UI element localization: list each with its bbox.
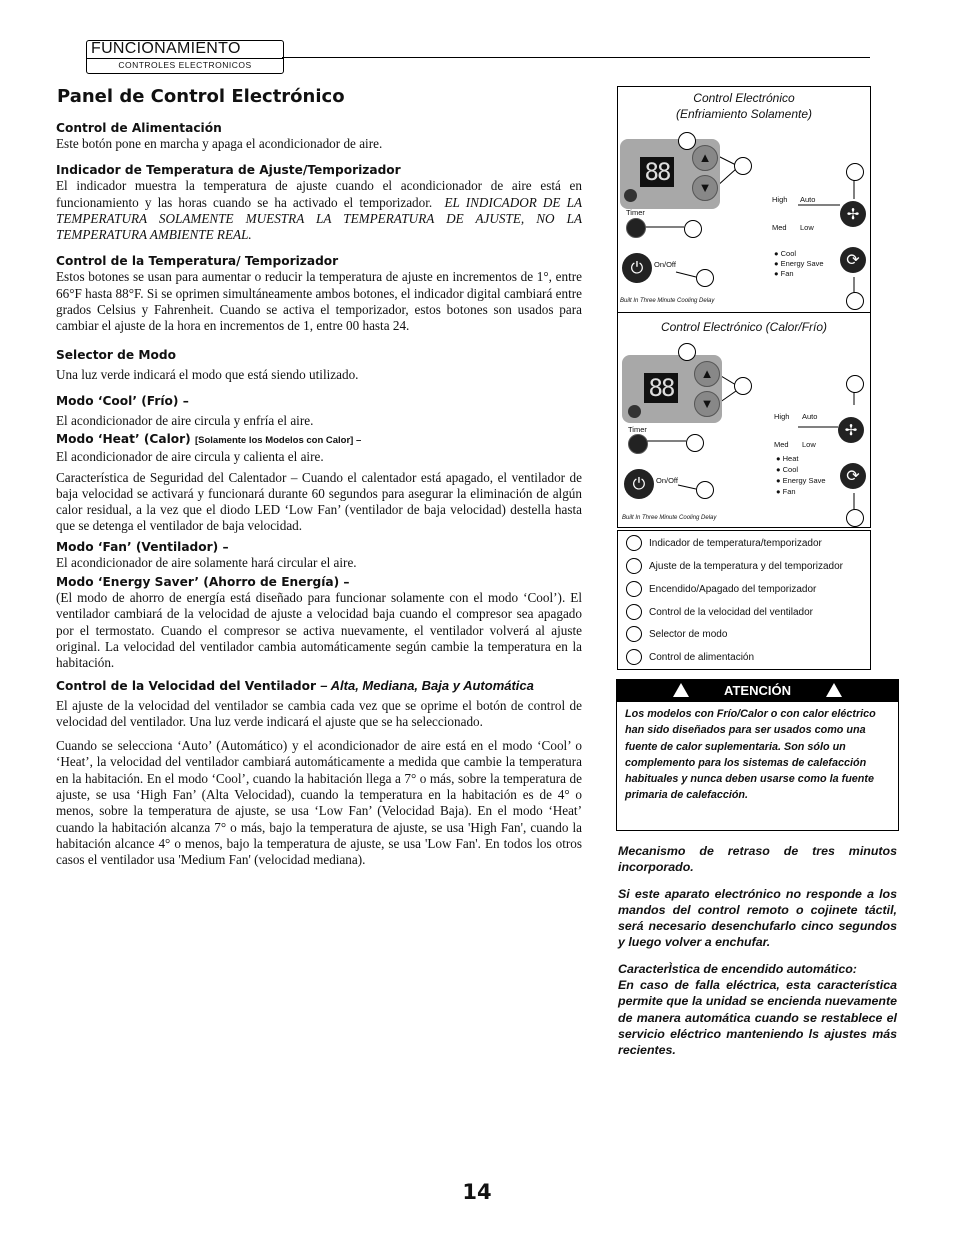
side-notes [618, 843, 897, 1069]
heading-indicador: Indicador de Temperatura de Ajuste/Temporizador [56, 163, 401, 178]
heading-heat-main: Modo ‘Heat’ (Calor) [56, 432, 191, 447]
heading-heat [56, 431, 582, 449]
diagram1-callout-fan [846, 163, 864, 181]
diagram2-med-label: Med [774, 440, 789, 449]
heading-energy: Modo ‘Energy Saver’ (Ahorro de Energía) – [56, 575, 350, 590]
diagram1-callout-timer [684, 220, 702, 238]
diagram1-display: 88 [640, 157, 674, 187]
note-autostart-text: En caso de falla eléctrica, esta característica permite que la unidad se encienda nuevamente de manera automática cuando se restablece el servicio eléctrico manteniendo ls ajustes más recientes. [618, 978, 897, 1058]
diagram2-callout-display [678, 343, 696, 361]
legend-label: Selector de modo [649, 628, 728, 640]
page-number: 14 [462, 1180, 492, 1204]
heading-alimentacion: Control de Alimentación [56, 121, 222, 135]
legend-circle [626, 558, 642, 574]
heading-heat-small: [Solamente los Modelos con Calor] – [194, 435, 362, 447]
diagram1-down-button[interactable]: ▼ [692, 175, 718, 201]
text-velocidad-auto: Cuando se selecciona ‘Auto’ (Automático) y el acondicionador de aire está en el modo ‘Cool’ o ‘Heat’, la velocidad del ventilador cambiará automáticamente a medida que cambie la temperatura en la habitación. En el modo ‘Cool’, cuando la habitación llega a 7° o más, sobre la temperatura de ajuste, se usa ‘High Fan’ (Alta Velocidad), cuando la temperatura en la habitación es de 4° o menos, sobre la temperatura de ajuste, se usa ‘Low Fan’ (Velocidad Baja). En el modo ‘Heat’ cuando la habitación alcanza 7° o más, bajo la temperatura de ajuste, se usa 'High Fan', cuando la habitación alcance 4° o menos, bajo la temperatura de ajuste, se usa 'Low Fan'. En todos los otros casos el ventilador usa 'Medium Fan' (velocidad mediana). [56, 738, 582, 868]
diagram1-callout-power [696, 269, 714, 287]
text-alimentacion: Este botón pone en marcha y apaga el acondicionador de aire. [56, 136, 383, 151]
diagram1-mode-fan-label: Fan [780, 269, 794, 278]
diagram2-down-button[interactable]: ▼ [694, 391, 720, 417]
diagram2-callout-temp [734, 377, 752, 395]
warning-text: Los modelos con Frío/Calor o con calor eléctrico han sido diseñados para ser usados como una fuente de calor suplementaria. Son sólo un complemento para los sistemas de calefacción habituales y nunca deben usarse como la fuente primaria de calefacción. [625, 708, 876, 802]
note-reset: Si este aparato electrónico no responde a los mandos del control remoto o cojinete táctil, será necesario desenchufarlo cinco segundos y luego volver a enchufar. [618, 886, 897, 950]
page-title: Panel de Control Electrónico [57, 86, 345, 107]
legend-circle [626, 581, 642, 597]
legend-item [626, 604, 813, 620]
text-fan: El acondicionador de aire solamente hará circular el aire. [56, 554, 357, 570]
warning-title: ATENCIÓN [724, 683, 791, 698]
diagram1-title-line1: Control Electrónico [693, 91, 795, 105]
diagram2-up-button[interactable]: ▲ [694, 361, 720, 387]
diagram1-mode-fan: ● Fan [774, 269, 794, 278]
diagram-heat-cool [617, 312, 871, 528]
diagram2-mode-fan: ● Fan [776, 487, 796, 496]
diagram1-callout-display [678, 132, 696, 150]
diagram2-fan-speed-button[interactable]: ✢ [838, 417, 864, 443]
legend-circle [626, 604, 642, 620]
main-text-column [56, 120, 582, 869]
diagram2-auto-label: Auto [802, 412, 818, 421]
diagram2-callout-mode [846, 509, 864, 527]
diagram2-mode-heat-label: Heat [782, 454, 799, 463]
diagram1-auto-label: Auto [800, 195, 816, 204]
diagram2-mode-heat: ● Heat [776, 454, 799, 463]
header-rule [282, 57, 870, 58]
diagram2-mode-cool-label: Cool [782, 465, 799, 474]
heading-cool: Modo ‘Cool’ (Frío) – [56, 393, 189, 408]
warning-header [617, 680, 898, 702]
text-indicador [56, 178, 582, 243]
heading-velocidad-italic: – Alta, Mediana, Baja y Automática [320, 677, 534, 693]
diagram2-mode-fan-label: Fan [782, 487, 796, 496]
diagram2-display: 88 [644, 373, 678, 403]
diagram2-power-button[interactable]: ⏻ [624, 469, 654, 499]
legend-label: Encendido/Apagado del temporizador [649, 583, 817, 595]
text-selector: Una luz verde indicará el modo que está siendo utilizado. [56, 366, 359, 382]
diagram2-footnote: Built In Three Minute Cooling Delay [622, 515, 717, 521]
legend-circle [626, 626, 642, 642]
diagram1-fan-speed-button[interactable]: ✢ [840, 201, 866, 227]
section-subtitle: CONTROLES ELECTRONICOS [118, 60, 252, 70]
diagram1-mode-button[interactable]: ⟳ [840, 247, 866, 273]
diagram1-footnote: Built In Three Minute Cooling Delay [620, 298, 715, 304]
heading-velocidad [56, 678, 582, 694]
diagram2-mode-cool: ● Cool [776, 465, 799, 474]
legend-item [626, 649, 754, 665]
heading-temperatura: Control de la Temperatura/ Temporizador [56, 254, 339, 269]
diagram1-mode-energy: ● Energy Save [774, 259, 824, 268]
diagram2-title: Control Electrónico (Calor/Frío) [660, 320, 828, 334]
diagram1-mode-cool-label: Cool [780, 249, 797, 258]
legend-item [626, 626, 727, 642]
warning-box [616, 679, 899, 831]
diagram2-mode-button[interactable]: ⟳ [840, 463, 866, 489]
text-heat: El acondicionador de aire circula y calienta el aire. [56, 449, 324, 465]
diagram2-timer-label: Timer [628, 425, 647, 434]
diagram1-low-label: Low [800, 223, 814, 232]
legend-label: Control de la velocidad del ventilador [649, 606, 813, 618]
diagram1-onoff-label: On/Off [654, 260, 676, 269]
diagram2-callout-fan [846, 375, 864, 393]
note-autostart-title: CaracterÌstica de encendido automático: [618, 961, 857, 976]
diagram1-title-line2: (Enfriamiento Solamente) [675, 107, 813, 121]
diagram2-indicator-dot [628, 405, 641, 418]
diagram1-timer-label: Timer [626, 208, 645, 217]
legend-label: Indicador de temperatura/temporizador [649, 537, 822, 549]
text-indicador-italic: EL INDICADOR DE LA TEMPERATURA SOLAMENTE MUESTRA LA TEMPERATURA DE AJUSTE, NO LA TEMPERATURA AMBIENTE REAL. [56, 194, 583, 243]
diagram1-timer-button[interactable] [626, 218, 646, 238]
diagram1-callout-temp [734, 157, 752, 175]
diagram1-up-button[interactable]: ▲ [692, 145, 718, 171]
diagram1-mode-energy-label: Energy Save [780, 259, 824, 268]
legend-label: Ajuste de la temperatura y del temporizador [649, 560, 843, 572]
diagram2-mode-energy: ● Energy Save [776, 476, 826, 485]
text-energy: (El modo de ahorro de energía está diseñado para funcionar solamente con el modo ‘Cool’). El ventilador cambiará de la velocidad de ajuste a velocidad baja cuando el compresor sea apagado por el termostato. Cuando el compresor se activa nuevamente, el ventilador volverá al ajuste original. La velocidad del ventilador cambia automáticamente según cambie la temperatura en la habitación. [56, 590, 582, 671]
diagram1-callout-mode [846, 292, 864, 310]
diagram2-callout-timer [686, 434, 704, 452]
text-velocidad: El ajuste de la velocidad del ventilador se cambia cada vez que se oprime el botón de control de velocidad del ventilador. Una luz verde indicará el ajuste que se ha seleccionado. [56, 697, 582, 729]
diagram1-indicator-dot [624, 189, 637, 202]
legend-circle [626, 649, 642, 665]
section-title: FUNCIONAMIENTO [91, 40, 241, 57]
diagram2-timer-button[interactable] [628, 434, 648, 454]
legend-item [626, 581, 816, 597]
header-divider [87, 58, 283, 59]
legend-label: Control de alimentación [649, 651, 755, 663]
heading-fan: Modo ‘Fan’ (Ventilador) – [56, 539, 229, 554]
text-heat-safety: Característica de Seguridad del Calentador – Cuando el calentador está apagado, el ventilador de baja velocidad se activará y funcionará durante 60 segundos para asegurar la eliminación de algún calor residual, a la vez que el diodo LED ‘Low Fan’ (ventilador de baja velocidad) destella hasta que se detenga el ventilador de baja velocidad. [56, 469, 582, 534]
diagram1-high-label: High [772, 195, 788, 204]
diagram1-med-label: Med [772, 223, 787, 232]
diagram2-low-label: Low [802, 440, 816, 449]
legend-item [626, 535, 822, 551]
diagram1-power-button[interactable]: ⏻ [622, 253, 652, 283]
note-delay: Mecanismo de retraso de tres minutos incorporado. [618, 844, 897, 875]
diagram2-mode-energy-label: Energy Save [782, 476, 826, 485]
diagram-cooling-only [617, 86, 871, 314]
text-cool: El acondicionador de aire circula y enfría el aire. [56, 412, 314, 428]
heading-velocidad-main: Control de la Velocidad del Ventilador [56, 678, 317, 693]
heading-selector: Selector de Modo [56, 347, 176, 362]
text-temperatura: Estos botones se usan para aumentar o reducir la temperatura de ajuste en incrementos de 1°, entre 66°F hasta 88°F. Si se oprimen simultáneamente ambos botones, el indicador digital cambiará entre grados Celsius y Fahrenheit. Cuando se activa el temporizador, estos botones son usados para cambiar el ajuste de la hora en incrementos de 1, entre 00 hasta 24. [56, 269, 582, 334]
legend-item [626, 558, 843, 574]
diagram2-high-label: High [774, 412, 790, 421]
section-header [86, 40, 284, 74]
diagram2-callout-power [696, 481, 714, 499]
callout-legend [617, 530, 871, 670]
diagram1-mode-cool: ● Cool [774, 249, 797, 258]
note-autostart [618, 961, 897, 1059]
legend-circle [626, 535, 642, 551]
diagram2-onoff-label: On/Off [656, 476, 678, 485]
warning-triangle-icon [826, 683, 842, 697]
text-indicador-normal: El indicador muestra la temperatura de ajuste cuando el acondicionador de aire está en funcionamiento y las horas cuando se ha activado el temporizador. [56, 178, 582, 210]
warning-triangle-icon [673, 683, 689, 697]
